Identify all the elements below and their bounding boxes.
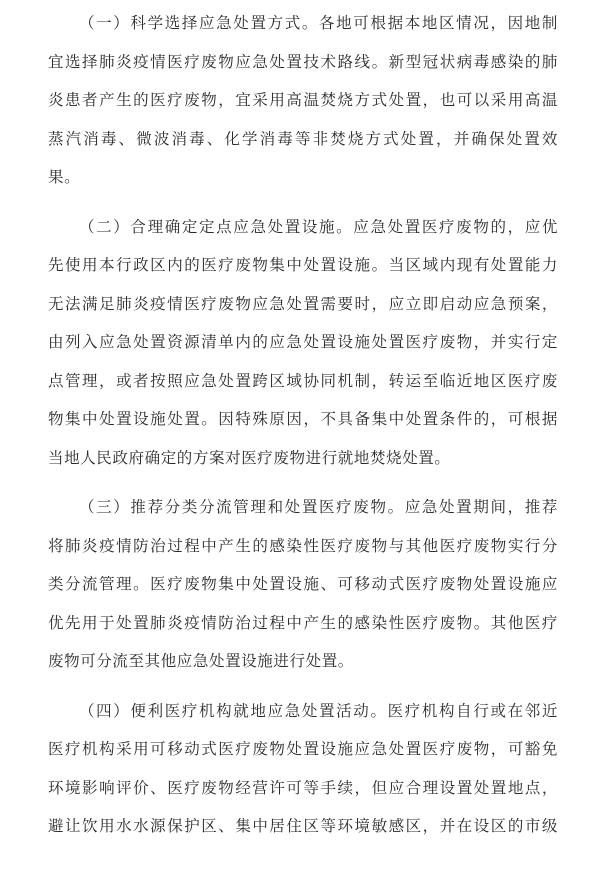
- text-line: （一）科学选择应急处置方式。各地可根据本地区情况，因地制: [79, 14, 558, 32]
- text-line: 蒸汽消毒、微波消毒、化学消毒等非焚烧方式处置，并确保处置效: [48, 129, 558, 148]
- text-line: 医疗机构采用可移动式医疗废物处置设施应急处置医疗废物，可豁免: [48, 740, 558, 758]
- paragraph-3: [48, 488, 558, 681]
- text-line: 废物可分流至其他应急处置设施进行处置。: [48, 652, 354, 670]
- text-line: 先使用本行政区内的医疗废物集中处置设施。当区域内现有处置能力: [48, 256, 558, 274]
- text-line: 环境影响评价、医疗废物经营许可等手续，但应合理设置处置地点，: [48, 778, 558, 797]
- text-line: 由列入应急处置资源清单内的应急处置设施处置医疗废物，并实行定: [48, 333, 558, 351]
- text-line: （三）推荐分类分流管理和处置医疗废物。应急处置期间，推荐: [79, 498, 558, 516]
- text-line: 当地人民政府确定的方案对医疗废物进行就地焚烧处置。: [48, 448, 451, 467]
- text-line: 无法满足肺炎疫情医疗废物应急处置需要时，应立即启动应急预案，: [48, 294, 558, 313]
- text-line: 物集中处置设施处置。因特殊原因，不具备集中处置条件的，可根据: [48, 410, 558, 428]
- text-line: 炎患者产生的医疗废物，宜采用高温焚烧方式处置，也可以采用高温: [48, 91, 558, 109]
- text-line: （二）合理确定定点应急处置设施。应急处置医疗废物的，应优: [79, 217, 558, 236]
- text-line: 避让饮用水水源保护区、集中居住区等环境敏感区，并在设区的市级: [48, 817, 558, 835]
- paragraph-2: [48, 208, 558, 478]
- text-line: （四）便利医疗机构就地应急处置活动。医疗机构自行或在邻近: [79, 701, 558, 720]
- text-line: 点管理，或者按照应急处置跨区域协同机制，转运至临近地区医疗废: [48, 371, 558, 390]
- text-line: 果。: [48, 168, 81, 186]
- paragraph-1: [48, 4, 558, 197]
- text-line: 优先用于处置肺炎疫情防治过程中产生的感染性医疗废物。其他医疗: [48, 613, 558, 632]
- text-line: 类分流管理。医疗废物集中处置设施、可移动式医疗废物处置设施应: [48, 575, 558, 593]
- text-line: 宜选择肺炎疫情医疗废物应急处置技术路线。新型冠状病毒感染的肺: [48, 52, 558, 71]
- document-body: [48, 4, 558, 857]
- text-line: 将肺炎疫情防治过程中产生的感染性医疗废物与其他医疗废物实行分: [48, 536, 558, 555]
- paragraph-4: [48, 692, 558, 846]
